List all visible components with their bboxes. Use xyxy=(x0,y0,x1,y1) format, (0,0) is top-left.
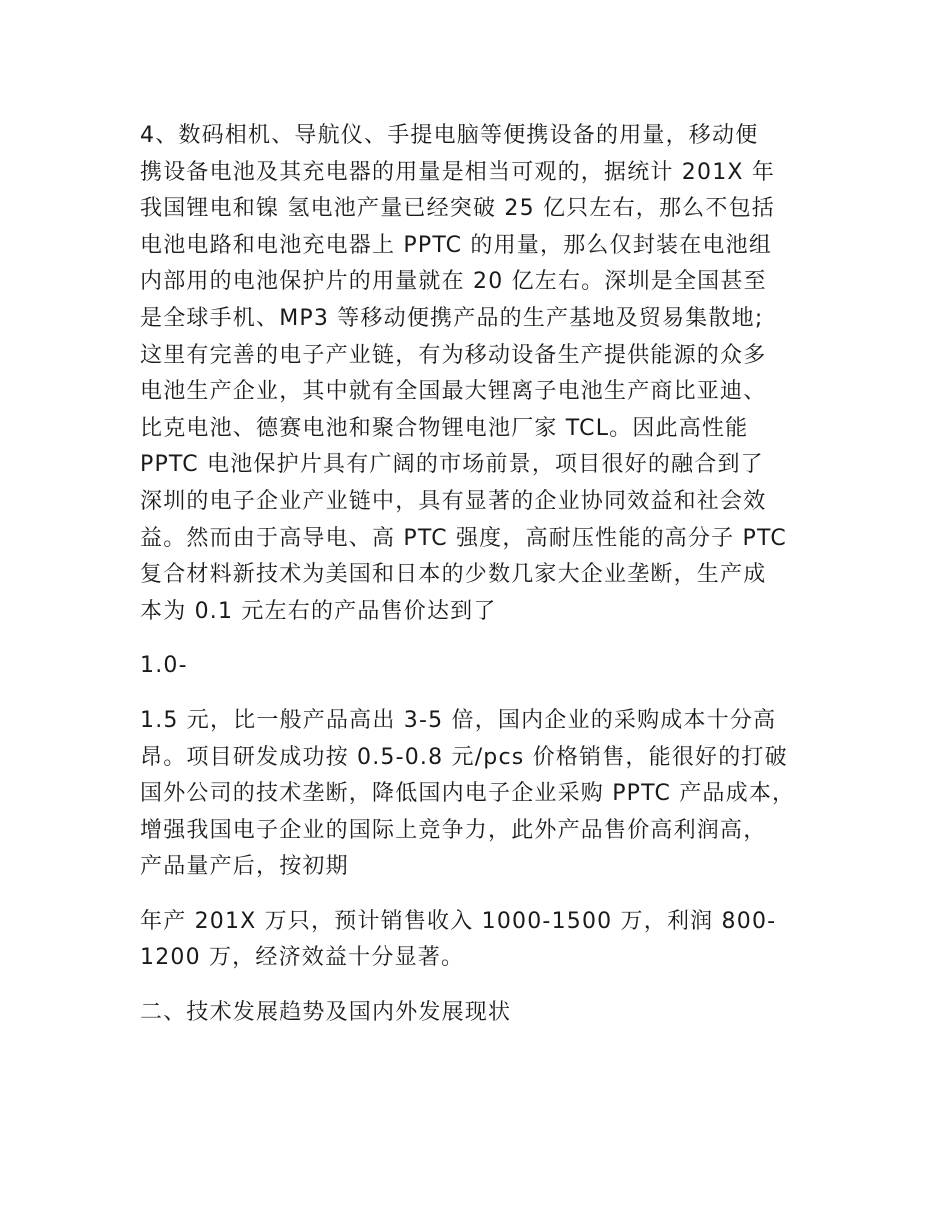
paragraph-annual-output xyxy=(140,904,812,977)
text-line: 我国锂电和镍 氢电池产量已经突破 25 亿只左右，那么不包括 xyxy=(140,196,775,222)
paragraph-spacer xyxy=(140,685,812,703)
text-line: 复合材料新技术为美国和日本的少数几家大企业垄断，生产成 xyxy=(140,562,767,588)
document-body xyxy=(140,118,812,1032)
text-line: 产品量产后，按初期 xyxy=(140,854,349,880)
text-line: PPTC 电池保护片具有广阔的市场前景，项目很好的融合到了 xyxy=(140,452,764,478)
text-line: 1.0- xyxy=(140,653,188,679)
paragraph-spacer xyxy=(140,977,812,995)
paragraph-price-range-start xyxy=(140,648,812,685)
text-line: 1.5 元，比一般产品高出 3-5 倍，国内企业的采购成本十分高 xyxy=(140,707,777,733)
paragraph-portable-devices xyxy=(140,118,812,630)
section-heading xyxy=(140,995,812,1032)
text-line: 内部用的电池保护片的用量就在 20 亿左右。深圳是全国甚至 xyxy=(140,269,767,295)
text-line: 这里有完善的电子产业链，有为移动设备生产提供能源的众多 xyxy=(140,342,767,368)
text-line: 增强我国电子企业的国际上竞争力，此外产品售价高利润高， xyxy=(140,817,767,843)
text-line: 昂。项目研发成功按 0.5-0.8 元/pcs 价格销售，能很好的打破 xyxy=(140,744,788,770)
text-line: 年产 201X 万只，预计销售收入 1000-1500 万，利润 800- xyxy=(140,908,777,934)
text-line: 携设备电池及其充电器的用量是相当可观的，据统计 201X 年 xyxy=(140,159,776,185)
text-line: 电池生产企业，其中就有全国最大锂离子电池生产商比亚迪、 xyxy=(140,379,767,405)
paragraph-spacer xyxy=(140,630,812,648)
text-line: 比克电池、德赛电池和聚合物锂电池厂家 TCL。因此高性能 xyxy=(140,415,749,441)
paragraph-spacer xyxy=(140,886,812,904)
text-line: 本为 0.1 元左右的产品售价达到了 xyxy=(140,598,497,624)
text-line: 是全球手机、MP3 等移动便携产品的生产基地及贸易集散地; xyxy=(140,305,764,331)
text-line: 益。然而由于高导电、高 PTC 强度，高耐压性能的高分子 PTC xyxy=(140,525,787,551)
text-line: 4、数码相机、导航仪、手提电脑等便携设备的用量，移动便 xyxy=(140,123,759,148)
heading-text: 二、技术发展趋势及国内外发展现状 xyxy=(140,1000,512,1026)
text-line: 深圳的电子企业产业链中，具有显著的企业协同效益和社会效 xyxy=(140,488,767,514)
text-line: 电池电路和电池充电器上 PPTC 的用量，那么仅封装在电池组 xyxy=(140,232,773,258)
text-line: 国外公司的技术垄断，降低国内电子企业采购 PPTC 产品成本， xyxy=(140,781,796,807)
paragraph-cost-comparison xyxy=(140,703,812,886)
text-line: 1200 万，经济效益十分显著。 xyxy=(140,945,465,971)
